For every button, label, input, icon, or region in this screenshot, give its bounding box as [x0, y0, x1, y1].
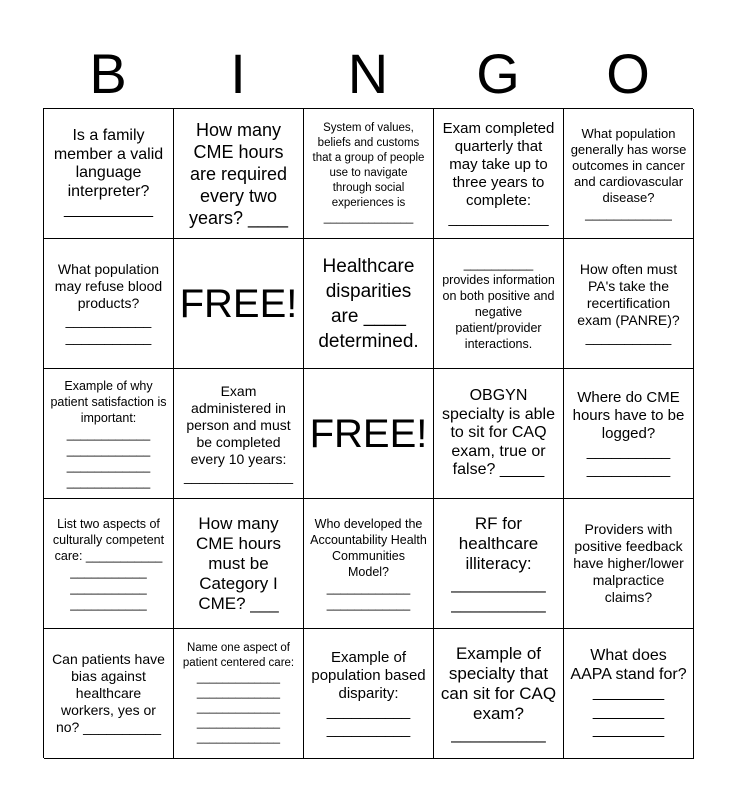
- header-letter-b: B: [89, 42, 127, 105]
- cell-text: How often must PA's take the recertification exam (PANRE)? ___________: [577, 261, 680, 345]
- cell-text: Name one aspect of patient centered care: _____________ _____________ _____________ _____________ _____________: [182, 642, 295, 744]
- bingo-cell-r4c4: [434, 499, 564, 629]
- cell-text: Who developed the Accountability Health Communities Model? ____________ ____________: [310, 516, 427, 611]
- bingo-cell-r5c4: [434, 629, 564, 759]
- cell-text: Is a family member a valid language interpreter? __________: [53, 127, 164, 219]
- bingo-cell-r2c3: [304, 239, 434, 369]
- bingo-cell-r4c5: [564, 499, 694, 629]
- bingo-cell-r4c1: [44, 499, 174, 629]
- bingo-cell-r3c4: [434, 369, 564, 499]
- header-letter-i: I: [230, 42, 246, 105]
- cell-text: How many CME hours must be Category I CME? ___: [195, 513, 282, 613]
- bingo-cell-r4c2: [174, 499, 304, 629]
- cell-text: List two aspects of culturally competent care: ___________ ___________ ___________ ___________: [52, 516, 165, 611]
- header-letter-o: O: [606, 42, 650, 105]
- cell-text: What does AAPA stand for? ________ ________ ________: [570, 647, 687, 739]
- bingo-cell-r5c1: [44, 629, 174, 759]
- cell-text: Providers with positive feedback have higher/lower malpractice claims?: [573, 521, 684, 605]
- bingo-cell-r2c4: [434, 239, 564, 369]
- cell-text: Exam completed quarterly that may take up to three years to complete: ____________: [442, 119, 555, 227]
- bingo-header: [43, 40, 693, 108]
- bingo-cell-r5c3: [304, 629, 434, 759]
- bingo-cell-r1c2: [174, 109, 304, 239]
- cell-text: Can patients have bias against healthcare workers, yes or no? __________: [52, 651, 165, 735]
- cell-text: System of values, beliefs and customs that a group of people use to navigate through social experiences is ______________: [312, 122, 425, 224]
- cell-text: Exam administered in person and must be completed every 10 years: ______________: [183, 382, 293, 484]
- free-space: FREE!: [179, 281, 298, 326]
- bingo-cell-r3c2: [174, 369, 304, 499]
- bingo-cell-r2c1: [44, 239, 174, 369]
- bingo-cell-r3c5: [564, 369, 694, 499]
- bingo-cell-r4c3: [304, 499, 434, 629]
- cell-text: Example of specialty that can sit for CAQ exam? __________: [440, 643, 557, 743]
- cell-text: RF for healthcare illiteracy: __________ __________: [451, 513, 546, 613]
- cell-text: How many CME hours are required every two years? ____: [188, 119, 289, 228]
- header-letter-g: G: [476, 42, 520, 105]
- cell-text: __________ provides information on both positive and negative patient/provider interactions.: [442, 256, 555, 351]
- bingo-grid: [43, 108, 693, 758]
- cell-text: OBGYN specialty is able to sit for CAQ exam, true or false? _____: [442, 387, 555, 479]
- bingo-cell-r1c5: [564, 109, 694, 239]
- cell-text: What population may refuse blood products? ___________ ___________: [54, 261, 163, 345]
- free-space: FREE!: [309, 411, 428, 456]
- cell-text: Example of population based disparity: __________ __________: [311, 648, 426, 738]
- bingo-cell-r2c2: [174, 239, 304, 369]
- bingo-cell-r5c5: [564, 629, 694, 759]
- cell-text: What population generally has worse outcomes in cancer and cardiovascular disease? ____________: [570, 125, 687, 221]
- bingo-cell-r1c1: [44, 109, 174, 239]
- cell-text: Where do CME hours have to be logged? __________ __________: [572, 388, 685, 478]
- bingo-cell-r3c1: [44, 369, 174, 499]
- cell-text: Healthcare disparities are ____ determined.: [318, 255, 419, 352]
- header-letter-n: N: [347, 42, 389, 105]
- bingo-cell-r3c3: [304, 369, 434, 499]
- bingo-cell-r1c4: [434, 109, 564, 239]
- cell-text: Example of why patient satisfaction is important: ____________ ____________ ____________ ____________: [50, 378, 167, 489]
- bingo-cell-r2c5: [564, 239, 694, 369]
- bingo-cell-r5c2: [174, 629, 304, 759]
- bingo-cell-r1c3: [304, 109, 434, 239]
